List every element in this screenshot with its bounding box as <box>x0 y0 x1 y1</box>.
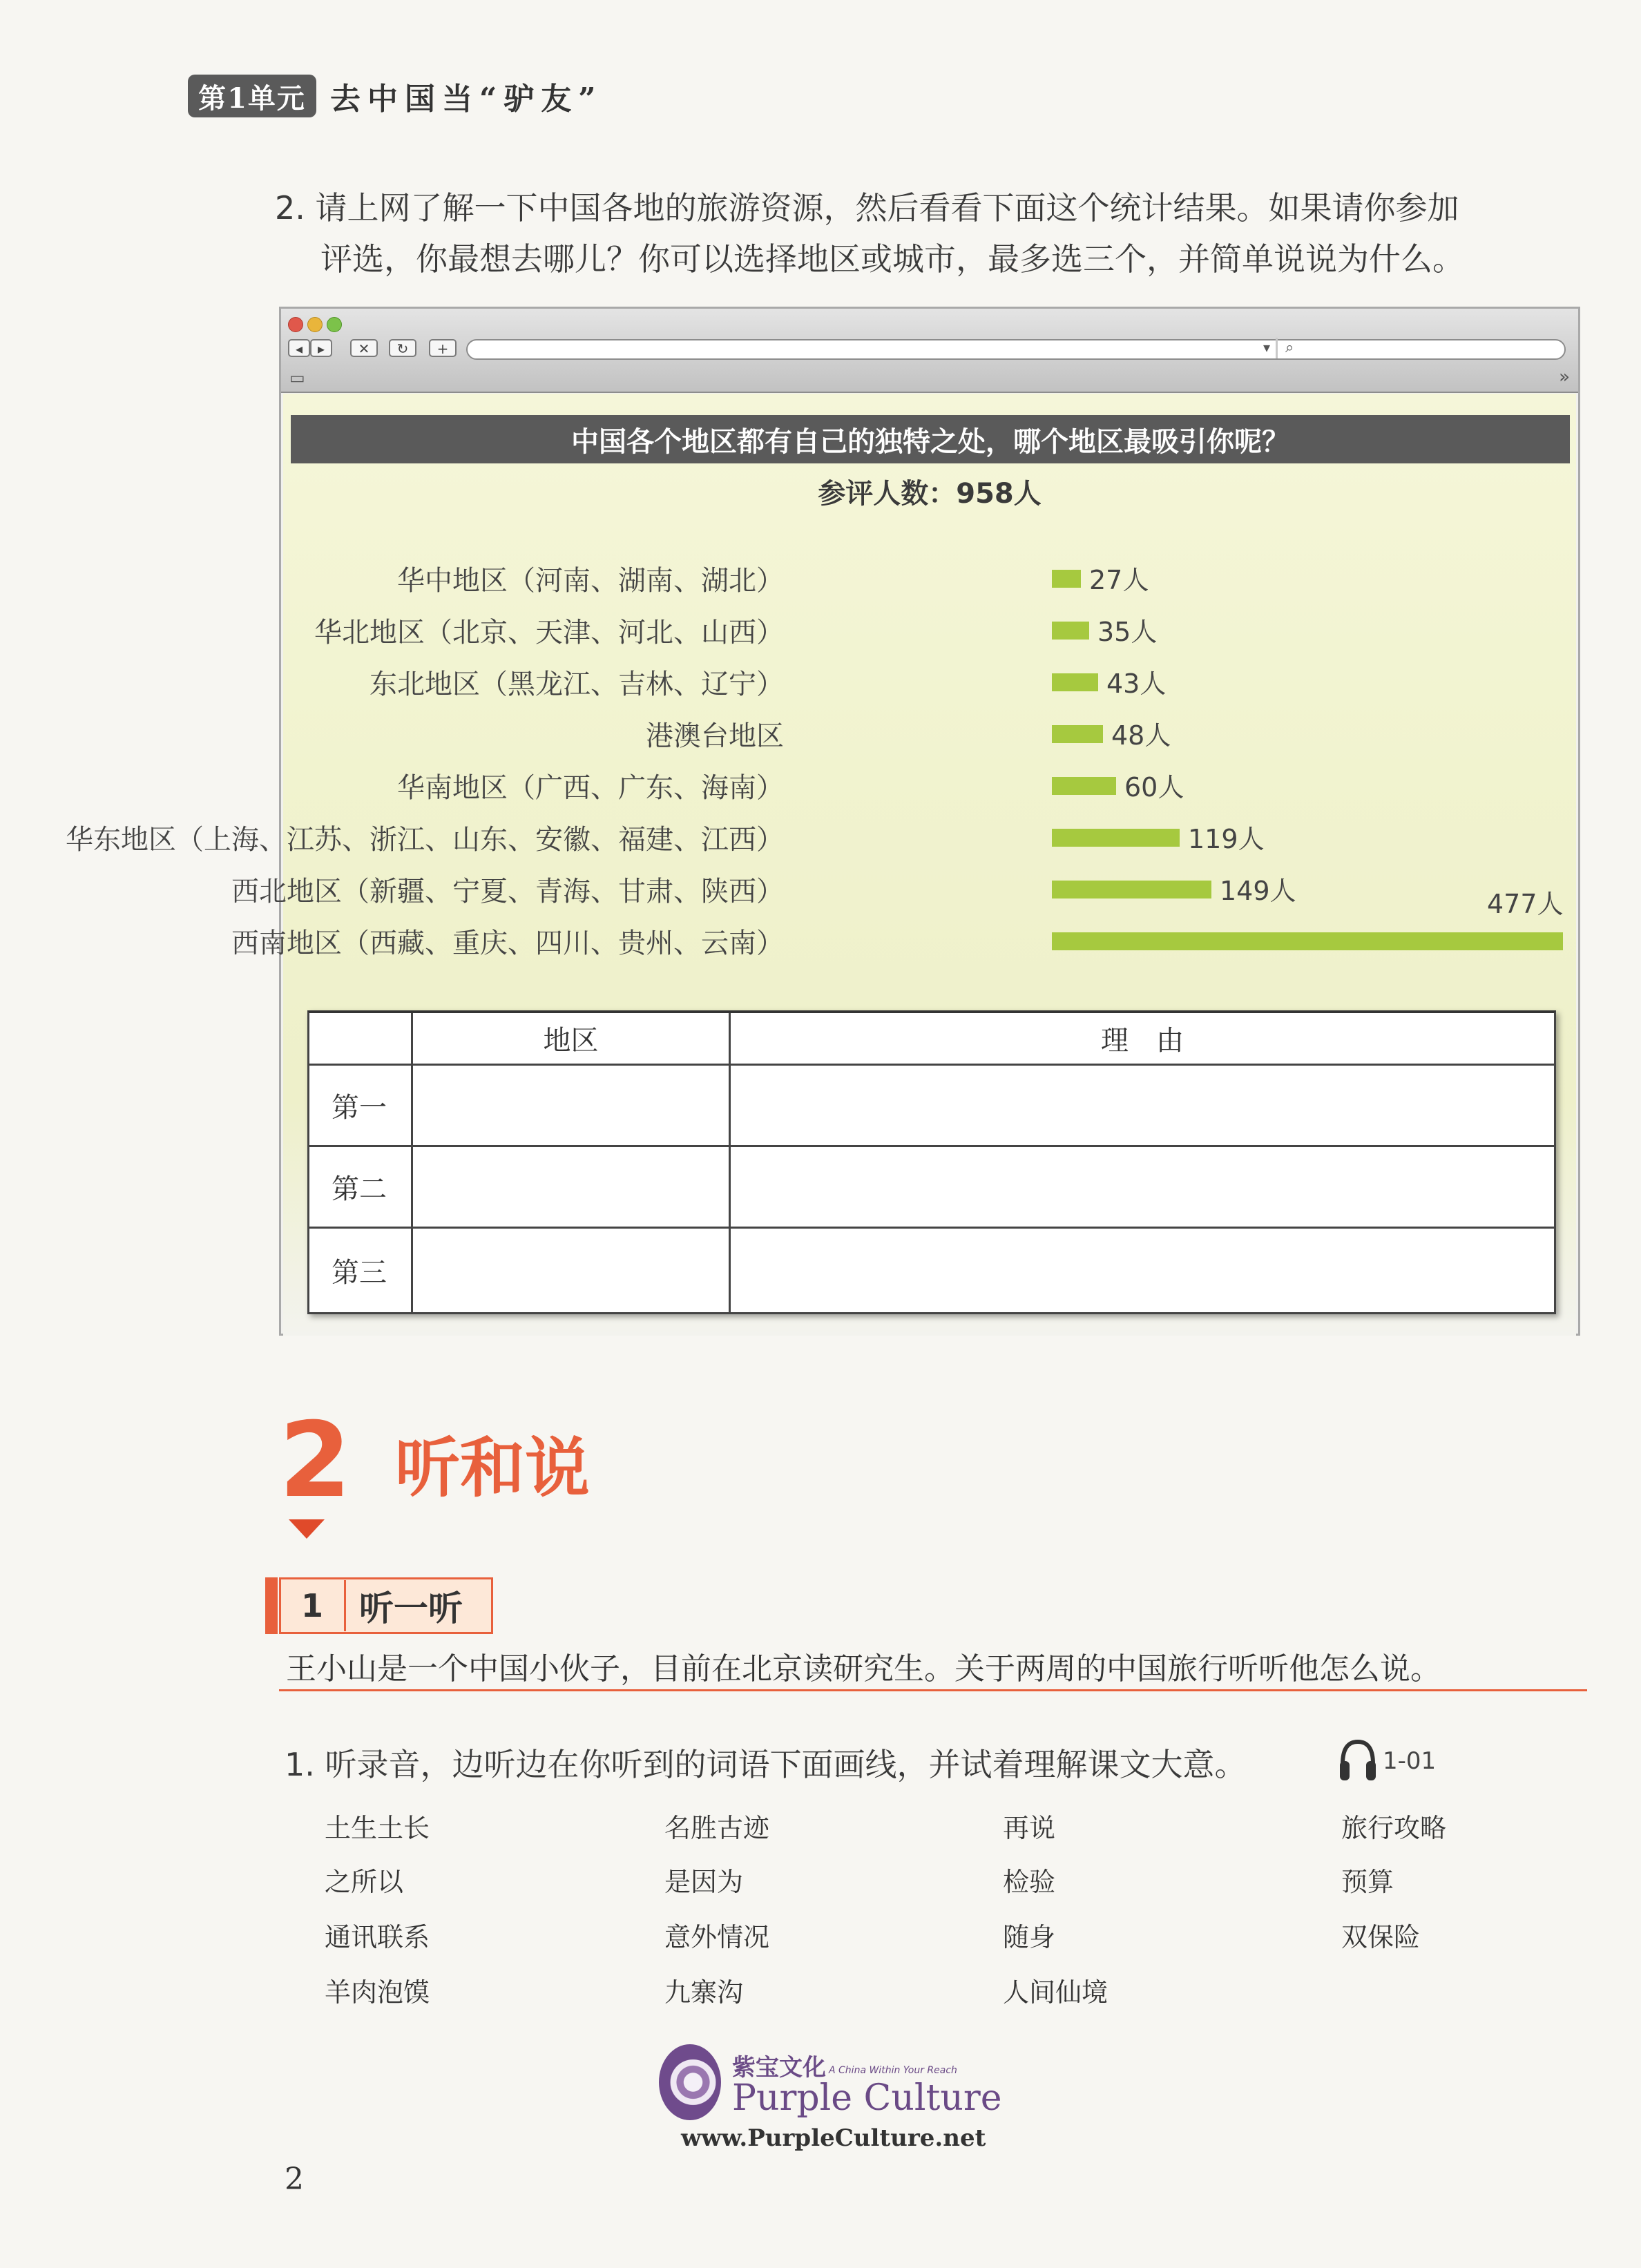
address-divider <box>1276 338 1278 358</box>
section-title: 听和说 <box>395 1431 591 1506</box>
chart-category-label: 港澳台地区 <box>646 720 784 752</box>
chart-bar <box>1052 932 1563 950</box>
chart-bar <box>1052 673 1098 691</box>
reload-icon: ↻ <box>396 340 409 357</box>
chart-category-label: 西南地区（西藏、重庆、四川、贵州、云南） <box>231 928 784 959</box>
chart-bar <box>1052 829 1180 847</box>
chart-category-label: 华南地区（广西、广东、海南） <box>397 772 784 804</box>
chart-category-label: 西北地区（新疆、宁夏、青海、甘肃、陕西） <box>231 876 784 907</box>
close-window-button[interactable] <box>288 317 303 332</box>
chart-category-label: 东北地区（黑龙江、吉林、辽宁） <box>370 669 784 700</box>
bookmarks-bar <box>281 367 1578 390</box>
minimize-window-button[interactable] <box>307 317 323 332</box>
vocab-item: 预算 <box>1341 1867 1394 1897</box>
answer-table <box>307 1010 1556 1314</box>
answer-region-1[interactable] <box>413 1066 731 1147</box>
plus-icon: + <box>436 340 449 357</box>
chart-category-label: 华中地区（河南、湖南、湖北） <box>397 565 784 597</box>
subsection-number: 1 <box>300 1587 323 1624</box>
vocab-item: 是因为 <box>664 1867 744 1897</box>
logo-url: www.PurpleCulture.net <box>681 2124 986 2152</box>
vocab-item: 土生土长 <box>325 1813 430 1843</box>
chart-value-label: 43人 <box>1106 669 1167 699</box>
back-button[interactable] <box>288 339 310 357</box>
close-icon: ✕ <box>358 340 370 357</box>
listen-instruction: 1. 听录音，边听边在你听到的词语下面画线，并试着理解课文大意。 <box>285 1746 1247 1783</box>
audio-track: 1-01 <box>1383 1747 1437 1775</box>
purple-culture-logo-icon <box>659 2044 721 2120</box>
page-number: 2 <box>285 2162 304 2197</box>
divider <box>279 1689 1587 1691</box>
vocab-item: 通讯联系 <box>325 1922 430 1952</box>
logo-chinese-name: 紫宝文化 <box>732 2054 826 2082</box>
question-line-1: 2. 请上网了解一下中国各地的旅游资源，然后看看下面这个统计结果。如果请你参加 <box>275 189 1459 227</box>
chart-title: 中国各个地区都有自己的独特之处，哪个地区最吸引你呢？ <box>291 415 1570 463</box>
listen-intro: 王小山是一个中国小伙子，目前在北京读研究生。关于两周的中国旅行听听他怎么说。 <box>286 1651 1441 1686</box>
back-arrow-icon: ◂ <box>295 340 303 357</box>
chart-category-label: 华东地区（上海、江苏、浙江、山东、安徽、福建、江西） <box>66 824 784 856</box>
chart-bar <box>1052 777 1116 795</box>
vocab-item: 九寨沟 <box>664 1977 744 2008</box>
headphones-icon[interactable] <box>1337 1736 1379 1787</box>
table-row-label: 第一 <box>309 1066 413 1147</box>
chart-value-label: 60人 <box>1124 772 1184 803</box>
forward-button[interactable] <box>310 339 332 357</box>
logo-tagline: A China Within Your Reach <box>829 2065 957 2076</box>
answer-region-2[interactable] <box>413 1147 731 1229</box>
stop-button[interactable] <box>350 339 378 357</box>
vocab-item: 随身 <box>1003 1922 1056 1952</box>
chart-bar <box>1052 881 1211 898</box>
vocab-item: 旅行攻略 <box>1341 1813 1447 1843</box>
answer-reason-2[interactable] <box>731 1147 1554 1229</box>
chart-value-label: 119人 <box>1188 824 1265 854</box>
dropdown-icon: ▾ <box>1263 339 1271 356</box>
chart-value-label: 149人 <box>1220 876 1296 906</box>
browser-titlebar <box>281 309 1578 393</box>
chart-category-label: 华北地区（北京、天津、河北、山西） <box>314 617 784 648</box>
reload-button[interactable] <box>389 339 416 357</box>
zoom-window-button[interactable] <box>327 317 342 332</box>
vocab-item: 之所以 <box>325 1867 404 1897</box>
vocab-item: 检验 <box>1003 1867 1056 1897</box>
magnifier-icon[interactable]: ⌕ <box>1285 339 1294 356</box>
chart-value-label: 477人 <box>1487 889 1564 919</box>
address-bar[interactable] <box>466 339 1566 360</box>
browser-window <box>66 307 1580 1336</box>
answer-region-3[interactable] <box>413 1229 731 1312</box>
logo-english-name: Purple Culture <box>732 2077 1002 2119</box>
unit-badge: 第1单元 <box>188 75 316 117</box>
chart-value-label: 48人 <box>1111 720 1171 751</box>
forward-arrow-icon: ▸ <box>317 340 325 357</box>
chart-bar <box>1052 725 1103 743</box>
table-corner-cell <box>309 1013 413 1066</box>
chevron-right-icon[interactable]: » <box>1559 367 1570 387</box>
vocab-item: 人间仙境 <box>1003 1977 1109 2008</box>
question-line-2: 评选，你最想去哪儿？你可以选择地区或城市，最多选三个，并简单说说为什么。 <box>320 240 1464 278</box>
table-header-region: 地区 <box>413 1013 731 1066</box>
chart-value-label: 27人 <box>1089 565 1149 595</box>
table-row-label: 第二 <box>309 1147 413 1229</box>
subsection-divider <box>344 1580 346 1631</box>
subsection-marker <box>265 1577 278 1634</box>
unit-title: 去中国当“驴友” <box>330 81 603 117</box>
chart-subtitle: 参评人数：958人 <box>818 478 1042 510</box>
chart-bar <box>1052 570 1081 588</box>
book-icon[interactable]: ▭ <box>289 368 305 387</box>
vocab-item: 名胜古迹 <box>664 1813 770 1843</box>
vocab-item: 再说 <box>1003 1813 1056 1843</box>
table-header-reason: 理 由 <box>731 1013 1554 1066</box>
section-number: 2 <box>279 1401 352 1521</box>
vocab-item: 羊肉泡馍 <box>325 1977 430 2008</box>
chart-value-label: 35人 <box>1097 617 1158 647</box>
subsection-title: 听一听 <box>359 1588 463 1628</box>
answer-reason-3[interactable] <box>731 1229 1554 1312</box>
table-row-label: 第三 <box>309 1229 413 1312</box>
triangle-down-icon <box>289 1519 325 1539</box>
chart-bar <box>1052 622 1089 640</box>
vocab-item: 意外情况 <box>664 1922 770 1952</box>
answer-reason-1[interactable] <box>731 1066 1554 1147</box>
vocab-item: 双保险 <box>1341 1922 1421 1952</box>
new-tab-button[interactable] <box>429 339 457 357</box>
